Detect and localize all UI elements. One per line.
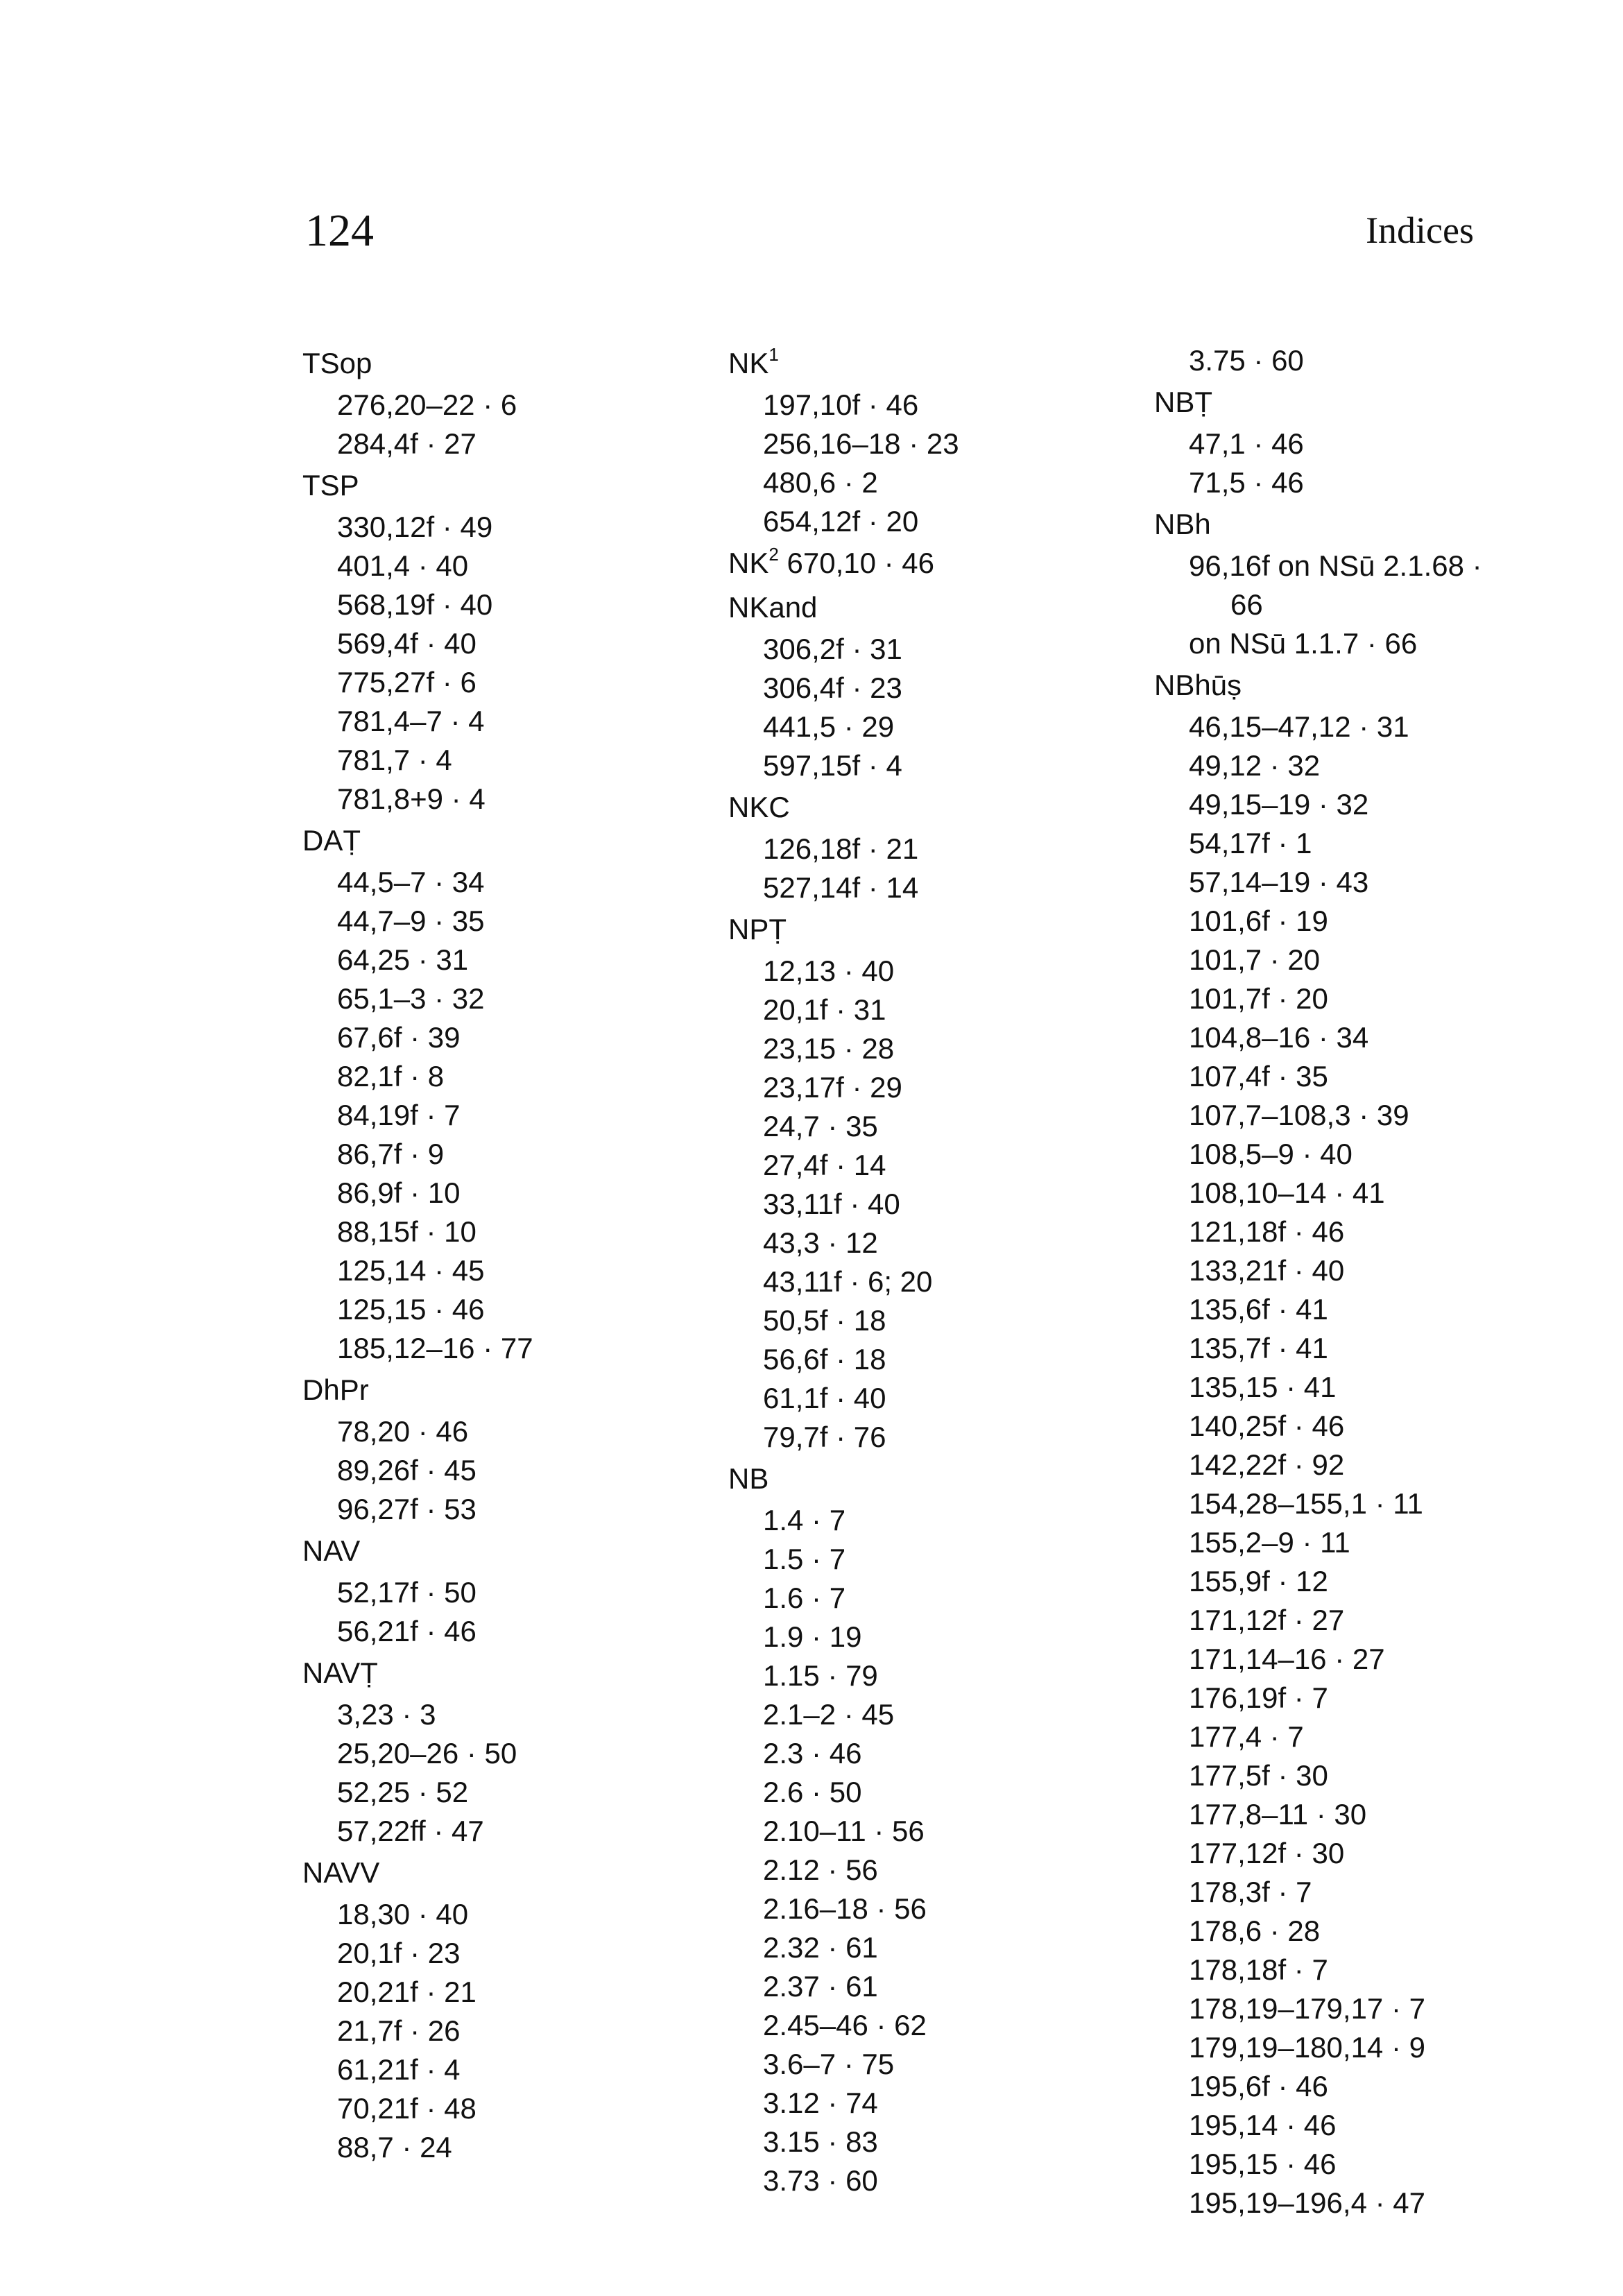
index-group-npt: [728, 907, 1117, 1457]
index-entry: 2.10–11 · 56: [763, 1815, 925, 1847]
index-entry: 177,12f · 30: [1189, 1837, 1345, 1869]
index-entry: 781,8+9 · 4: [337, 782, 486, 815]
index-entry: 284,4f · 27: [337, 427, 476, 460]
index-entry: 84,19f · 7: [337, 1099, 461, 1131]
index-entry: 256,16–18 · 23: [763, 427, 959, 460]
index-heading: DhPr: [302, 1373, 369, 1406]
index-entry: 65,1–3 · 32: [337, 982, 485, 1015]
index-entry: 20,1f · 23: [337, 1937, 461, 1969]
index-group-nav: [302, 1529, 691, 1651]
index-entry: 1.4 · 7: [763, 1504, 846, 1536]
index-entry: 178,3f · 7: [1189, 1876, 1312, 1908]
index-group-nkand: [728, 585, 1117, 785]
index-entry: 101,7 · 20: [1189, 943, 1321, 976]
index-entry: 61,21f · 4: [337, 2053, 461, 2086]
index-group-nk1: [728, 341, 1117, 541]
index-entry: 52,17f · 50: [337, 1576, 476, 1609]
index-heading: TSP: [302, 469, 359, 502]
index-entry: 18,30 · 40: [337, 1898, 469, 1930]
index-entry: 107,7–108,3 · 39: [1189, 1099, 1409, 1131]
index-entry: 57,14–19 · 43: [1189, 866, 1369, 898]
index-entry: 135,7f · 41: [1189, 1332, 1328, 1364]
index-group-navv: [302, 1851, 691, 2167]
index-entry: 20,21f · 21: [337, 1976, 476, 2008]
index-entry: 125,15 · 46: [337, 1293, 485, 1326]
index-entry: 177,4 · 7: [1189, 1720, 1304, 1753]
page-number: 124: [305, 205, 374, 256]
index-entry: 49,12 · 32: [1189, 749, 1321, 782]
index-entry: 178,19–179,17 · 7: [1189, 1992, 1425, 2025]
index-entry: 401,4 · 40: [337, 549, 469, 582]
index-heading: NAVV: [302, 1856, 380, 1889]
index-entry: 178,6 · 28: [1189, 1914, 1321, 1947]
index-entry: 2.32 · 61: [763, 1931, 878, 1964]
index-heading: NBṬ: [1154, 386, 1212, 418]
index-entry: 2.37 · 61: [763, 1970, 878, 2003]
index-entry: 155,2–9 · 11: [1189, 1526, 1350, 1559]
superscript: 1: [768, 344, 779, 365]
index-entry: 177,8–11 · 30: [1189, 1798, 1367, 1831]
index-entry: 67,6f · 39: [337, 1021, 461, 1054]
index-entry: 480,6 · 2: [763, 466, 878, 499]
running-head: Indices: [1366, 209, 1474, 251]
index-entry: 276,20–22 · 6: [337, 388, 517, 421]
index-entry: 43,3 · 12: [763, 1226, 878, 1259]
index-entry: 135,6f · 41: [1189, 1293, 1328, 1326]
index-entry: 179,19–180,14 · 9: [1189, 2031, 1425, 2064]
index-heading: NB: [728, 1462, 769, 1495]
index-entry: 96,27f · 53: [337, 1493, 476, 1525]
index-group-nk2: [728, 541, 1117, 585]
index-group-nkc: [728, 785, 1117, 907]
index-entry: 527,14f · 14: [763, 871, 919, 904]
index-entry: 121,18f · 46: [1189, 1215, 1345, 1248]
index-group-tsop: [302, 341, 691, 463]
index-group-dhpr: [302, 1368, 691, 1529]
index-entry: 23,15 · 28: [763, 1032, 895, 1065]
index-entry: 46,15–47,12 · 31: [1189, 710, 1409, 743]
superscript: 2: [768, 544, 779, 565]
index-heading: TSop: [302, 347, 372, 379]
index-entry: 3.73 · 60: [763, 2164, 878, 2197]
index-entry: 33,11f · 40: [763, 1188, 900, 1220]
index-entry: 1.9 · 19: [763, 1620, 862, 1653]
index-entry: 50,5f · 18: [763, 1304, 886, 1337]
index-entry: 86,9f · 10: [337, 1176, 461, 1209]
index-group-nbhus: [1154, 663, 1543, 2222]
index-entry: 21,7f · 26: [337, 2014, 461, 2047]
index-entry: 1.5 · 7: [763, 1543, 846, 1575]
index-entry: 2.6 · 50: [763, 1776, 862, 1808]
index-entry: 142,22f · 92: [1189, 1448, 1345, 1481]
index-entry: 86,7f · 9: [337, 1138, 445, 1170]
index-group-nb-continued: [1154, 341, 1543, 380]
index-entry: 140,25f · 46: [1189, 1410, 1345, 1442]
index-entry: 101,6f · 19: [1189, 905, 1328, 937]
index-heading: NKand: [728, 591, 818, 624]
index-entry: 781,7 · 4: [337, 744, 452, 776]
index-entry: 330,12f · 49: [337, 511, 493, 543]
index-group-dat: [302, 819, 691, 1368]
index-entry: 108,10–14 · 41: [1189, 1176, 1385, 1209]
index-entry: 64,25 · 31: [337, 943, 469, 976]
index-entry: 195,15 · 46: [1189, 2148, 1337, 2180]
index-entry: 441,5 · 29: [763, 710, 895, 743]
index-group-navt: [302, 1651, 691, 1851]
index-entry: 775,27f · 6: [337, 666, 476, 699]
index-entry: 195,14 · 46: [1189, 2109, 1337, 2141]
index-entry: 89,26f · 45: [337, 1454, 476, 1487]
index-entry: 23,17f · 29: [763, 1071, 902, 1104]
index-group-nbt: [1154, 380, 1543, 502]
index-entry: 52,25 · 52: [337, 1776, 469, 1808]
index-entry: 54,17f · 1: [1189, 827, 1312, 859]
index-entry: 82,1f · 8: [337, 1060, 445, 1093]
index-entry: 24,7 · 35: [763, 1110, 878, 1142]
index-entry: 154,28–155,1 · 11: [1189, 1487, 1423, 1520]
index-entry: 568,19f · 40: [337, 588, 493, 621]
index-heading: DAṬ: [302, 824, 361, 857]
index-entry: 27,4f · 14: [763, 1149, 886, 1181]
index-entry: 2.45–46 · 62: [763, 2009, 927, 2041]
index-entry: 306,4f · 23: [763, 671, 902, 704]
index-entry: 135,15 · 41: [1189, 1371, 1337, 1403]
index-entry: 12,13 · 40: [763, 954, 895, 987]
index-entry: 1.6 · 7: [763, 1582, 846, 1614]
index-entry: 3.75 · 60: [1189, 344, 1304, 377]
index-entry-continuation: 66: [1230, 588, 1263, 621]
index-entry: 171,14–16 · 27: [1189, 1643, 1385, 1675]
index-entry: 101,7f · 20: [1189, 982, 1328, 1015]
index-entry: 96,16f on NSū 2.1.68 ·: [1189, 549, 1482, 582]
index-entry: 177,5f · 30: [1189, 1759, 1328, 1792]
index-entry: 104,8–16 · 34: [1189, 1021, 1369, 1054]
index-entry: 133,21f · 40: [1189, 1254, 1345, 1287]
index-entry: 3,23 · 3: [337, 1698, 436, 1731]
index-entry: 49,15–19 · 32: [1189, 788, 1369, 821]
index-entry: 569,4f · 40: [337, 627, 476, 660]
index-entry: 597,15f · 4: [763, 749, 902, 782]
index-entry: 2.12 · 56: [763, 1853, 878, 1886]
index-group-nb: [728, 1457, 1117, 2200]
index-heading: NAV: [302, 1534, 361, 1567]
index-entry: 47,1 · 46: [1189, 427, 1304, 460]
index-heading: NPṬ: [728, 913, 787, 945]
index-entry: 79,7f · 76: [763, 1421, 886, 1453]
index-entry: 185,12–16 · 77: [337, 1332, 533, 1364]
index-heading: NKC: [728, 791, 790, 823]
index-heading: $NK^2$ 670,10 · 46: [728, 544, 934, 579]
index-entry: 3.12 · 74: [763, 2087, 878, 2119]
index-entry: 56,6f · 18: [763, 1343, 886, 1376]
index-entry: 88,7 · 24: [337, 2131, 452, 2164]
index-entry: 108,5–9 · 40: [1189, 1138, 1352, 1170]
index-entry: 654,12f · 20: [763, 505, 919, 538]
index-entry: 178,18f · 7: [1189, 1953, 1328, 1986]
index-entry: 781,4–7 · 4: [337, 705, 485, 737]
index-entry: 176,19f · 7: [1189, 1681, 1328, 1714]
index-heading: NBhūṣ: [1154, 669, 1242, 701]
index-entry: 2.16–18 · 56: [763, 1892, 927, 1925]
index-entry: 70,21f · 48: [337, 2092, 476, 2125]
index-entry: 3.15 · 83: [763, 2125, 878, 2158]
index-heading: $NK^1$: [728, 344, 779, 379]
index-entry: 155,9f · 12: [1189, 1565, 1328, 1597]
index-entry: 125,14 · 45: [337, 1254, 485, 1287]
index-entry: 1.15 · 79: [763, 1659, 878, 1692]
index-entry: 78,20 · 46: [337, 1415, 469, 1448]
index-entry: 56,21f · 46: [337, 1615, 476, 1647]
index-entry: 195,19–196,4 · 47: [1189, 2186, 1425, 2219]
index-entry: 2.1–2 · 45: [763, 1698, 895, 1731]
index-entry: 25,20–26 · 50: [337, 1737, 517, 1770]
index-heading: NAVṬ: [302, 1656, 378, 1689]
index-entry: 43,11f · 6; 20: [763, 1265, 933, 1298]
index-entry: 61,1f · 40: [763, 1382, 886, 1414]
index-column-1: [302, 341, 691, 2167]
index-entry: 107,4f · 35: [1189, 1060, 1328, 1093]
index-entry: 2.3 · 46: [763, 1737, 862, 1770]
index-entry: 3.6–7 · 75: [763, 2048, 895, 2080]
index-entry: 171,12f · 27: [1189, 1604, 1345, 1636]
index-heading: NBh: [1154, 508, 1211, 540]
index-column-3: [1154, 341, 1543, 2222]
index-column-2: [728, 341, 1117, 2200]
index-entry: 195,6f · 46: [1189, 2070, 1328, 2102]
index-entry: 126,18f · 21: [763, 832, 919, 865]
index-entry: on NSū 1.1.7 · 66: [1189, 627, 1418, 660]
index-entry: 306,2f · 31: [763, 633, 902, 665]
index-entry: 44,5–7 · 34: [337, 866, 485, 898]
index-entry: 670,10 · 46: [778, 547, 934, 579]
index-group-tsp: [302, 463, 691, 819]
index-group-nbh: [1154, 502, 1543, 663]
index-entry: 197,10f · 46: [763, 388, 919, 421]
index-entry: 57,22ff · 47: [337, 1815, 484, 1847]
index-entry: 71,5 · 46: [1189, 466, 1304, 499]
index-entry: 20,1f · 31: [763, 993, 886, 1026]
index-entry: 44,7–9 · 35: [337, 905, 485, 937]
index-entry: 88,15f · 10: [337, 1215, 476, 1248]
